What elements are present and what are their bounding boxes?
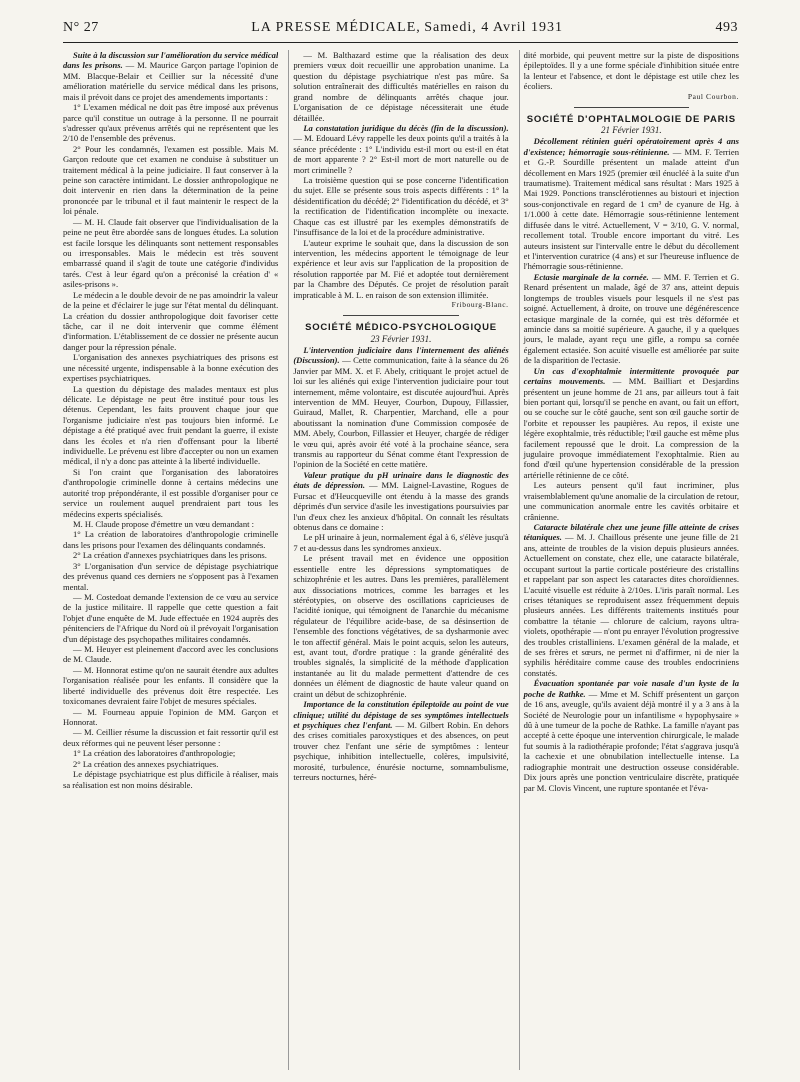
paragraph [63, 769, 278, 790]
paragraph [63, 50, 278, 102]
paragraph-text: — M. Honnorat estime qu'on ne saurait étendre aux adultes l'organisation réalisée pour les enfants. Il considère que la liberté individuelle des prévenus doit être respectée. Les toxicomanes devraient faire l'objet de mesures spéciales. [63, 664, 279, 707]
paragraph [63, 352, 278, 383]
article-title: Valeur pratique du pH urinaire dans le diagnostic des états de dépression. [293, 469, 509, 491]
paragraph-text: 3° L'organisation d'un service de dépistage psychiatrique des prévenus quand ces derniers ne s'opposent pas à l'examen mental. [63, 560, 279, 592]
paragraph [63, 102, 278, 144]
paragraph-text: La question du dépistage des malades mentaux est plus délicate. Le dépistage ne peut être institué pour tous les détenus. Cependant, les faits prouvent chaque jour que l'organisme judiciaire n'est pas toujours bien informé. Le dépistage a été pratiqué avec fruit pendant la guerre, il existe dans les écoles et n'a rien d'offensant pour la liberté individuelle. Le prévenu est libre d'accepter ou non un examen médical, il n'y a donc pas atteinte à la liberté individuelle. [63, 383, 279, 467]
paragraph-text: — MM. F. Terrien et G. Renard présentent un malade, âgé de 37 ans, atteint depuis longtemps de troubles visuels pour lesquels il ne s'est pas soigné. Actuellement, à droite, on trouve une dégénérescence ectasique marginale de la cornée, qui est très déformée et amincie dans sa moitié supérieure. A gauche, il y a quelques jours, le malade, ayant reçu une gifle, a rompu sa cornée également ectasiée. Son acuité visuelle est améliorée par suite de la disparition de l'ectasie. [523, 271, 739, 366]
issue-date: Samedi, 4 Avril 1931 [424, 20, 563, 35]
paragraph [63, 561, 278, 592]
paragraph-text: Le médecin a le double devoir de ne pas amoindrir la valeur de la peine et d'éclairer le juge sur l'état mental du délinquant. La création du dossier anthropologique doit favoriser cette tâche, car il ne doit intervenir que comme élément d'information. L'établissement de ce dossier ne présente aucun danger pour la répression pénale. [63, 289, 279, 352]
paragraph [293, 50, 508, 123]
text-columns [63, 50, 739, 1070]
section-rule [343, 315, 458, 316]
paragraph [63, 748, 278, 758]
paragraph [63, 467, 278, 519]
paragraph-text: 2° La création des annexes psychiatriques. [73, 758, 219, 769]
column-1 [63, 50, 278, 1070]
paragraph-text: — M. J. Chaillous présente une jeune fille de 21 ans, atteinte de troubles de la vision depuis plusieurs années. Actuellement on constate, chez elle, une cataracte bilatérale, occupant surtout la partie corticale postérieure des cristallins et rappelant par son aspect les cataractes dites choroïdiennes. L'acuité visuelle est réduite à 2/10es. L'iris paraît normal. Les crises tétaniques se reproduisent assez fréquemment depuis plusieurs années. Les différents traitements institués pour combattre la tétanie — chlorure de calcium, rayons ultra-violets, opothérapie — n'ont pu enrayer l'évolution progressive des troubles cristalliniens. L'examen général de la malade, et de ses frères et sœurs, ne permet ni d'affirmer, ni de nier la syphilis héréditaire comme cause des troubles endocriniens constatés. [523, 532, 739, 678]
paragraph-text: dité morbide, qui peuvent mettre sur la piste de dispositions épileptoïdes. Il y a une forme spéciale d'inhibition située entre la lenteur et l'absence, et dont le dépistage est utile chez les écoliers. [523, 50, 739, 92]
paragraph-text: 1° L'examen médical ne doit pas être imposé aux prévenus parce qu'il constitue un outrage à la personne. Il ne pourrait s'adresser qu'aux prévenus arrêtés qui ne représentent que les 2/10 de l'ensemble des prévenus. [63, 102, 279, 144]
paragraph-text: Le dépistage psychiatrique est plus difficile à réaliser, mais sa réalisation est non moins désirable. [63, 769, 279, 790]
author-signature: Fribourg-Blanc. [451, 300, 509, 310]
paragraph-text: L'auteur exprime le souhait que, dans la discussion de son intervention, les médecins apportent le témoignage de leur expérience et leur avis sur l'application de la proposition de résolution rapportée par M. Fié et adoptée tout dernièrement par la Chambre des Députés. Ce projet de résolution paraît impraticable à M. L. en raison de son extension illimitée. [293, 237, 509, 300]
paragraph-text: La troisième question qui se pose concerne l'identification du sujet. Elle se présente sous trois aspects différents : 1° la désidentification du décédé; 2° l'identification du décédé, et 3° la rectification de l'identification incomplète ou inexacte. Chaque cas est illustré par les exemples démonstratifs de l'insuffisance de la loi et de la procédure administrative. [293, 175, 509, 238]
paragraph-text: — M. Maurice Garçon partage l'opinion de MM. Blacque-Belair et Ceillier sur la nécessité d'une amélioration matérielle du service médical dans les prisons, mais il prévoit dans ce projet des amendements importants : [63, 60, 279, 102]
paragraph [293, 470, 508, 533]
paragraph-text: — MM. Laignel-Lavastine, Rogues de Fursac et d'Heucqueville ont étendu à la masse des grands déprimés d'un service d'asile les investigations poursuivies par l'un d'eux chez les anxieux d'hôpital. On connaît les résultats obtenus dans ce domaine : [293, 480, 509, 532]
society-heading: SOCIÉTÉ D'OPHTALMOLOGIE DE PARIS [526, 113, 736, 125]
article-title: La constatation juridique du décès (fin de la discussion). [303, 122, 509, 133]
paragraph-text: — M. Fourneau appuie l'opinion de MM. Garçon et Honnorat. [63, 706, 279, 727]
paragraph [524, 272, 739, 366]
paragraph [63, 644, 278, 665]
paragraph-text: M. H. Claude propose d'émettre un vœu demandant : [73, 518, 254, 529]
paragraph [293, 175, 508, 238]
society-heading: SOCIÉTÉ MÉDICO-PSYCHOLOGIQUE [305, 322, 497, 334]
paragraph [63, 550, 278, 560]
paragraph-text: — M. Edouard Lévy rappelle les deux points qu'il a traités à la séance précédente : 1° L'individu est-il mort ou est-il en état de mort apparente ? 2° Est-il mort de mort naturelle ou de mort criminelle ? [293, 133, 509, 175]
society-date: 21 Février 1931. [600, 125, 662, 136]
paragraph [524, 678, 739, 793]
paragraph-text: — Cette communication, faite à la séance du 26 Janvier par MM. X. et F. Abely, critiquant le projet actuel de loi sur les aliénés qui exige l'intervention judiciaire pour tout internement, même volontaire, est discutée aujourd'hui. Après intervention de MM. Heuyer, Courbon, Dupouy, Fillassier, Guiraud, Mallet, R. Charpentier, Marchand, elle a pour aboutissant la nomination d'une Commission composée de MM. Abely, Courbon, Fillassier et Heuyer, chargée de rédiger le vœu qui, après avoir été voté à la prochaine séance, sera transmis au rapporteur du Sénat comme étant l'expression de l'opinion de la Société en cette matière. [293, 355, 509, 470]
article-title: Un cas d'exophtalmie intermittente provoquée par certains mouvements. [523, 365, 739, 387]
paragraph [63, 529, 278, 550]
journal-title: LA PRESSE MÉDICALE [251, 20, 417, 35]
paragraph [293, 532, 508, 553]
article-title: Évacuation spontanée par voie nasale d'un kyste de la poche de Rathke. [523, 678, 739, 699]
paragraph [63, 759, 278, 769]
paragraph-text: — M. Balthazard estime que la réalisation des deux premiers vœux doit recueillir une approbation unanime. La question du dépistage psychiatrique n'est pas mûre. Sa solution entraînerait des difficultés matérielles en raison du grand nombre de délinquants arrêtés chaque jour. L'organisation de ce dépistage nécessiterait une étude détaillée. [293, 50, 509, 123]
paragraph [524, 522, 739, 678]
column-3 [519, 50, 739, 1070]
paragraph-text: 1° La création de laboratoires d'anthropologie criminelle dans les prisons pour l'examen des délinquants condamnés. [63, 529, 279, 550]
paragraph-text: — M. Heuyer est pleinement d'accord avec les conclusions de M. Claude. [63, 644, 279, 665]
paragraph-text: — MM. Bailliart et Desjardins présentent un jeune homme de 21 ans, par ailleurs tout à fait bien portant qui, lorsqu'il se penche en avant, ou fait un effort, ou se couche sur le côté gauche, sent son œil gauche sortir de l'orbite et repousser les paupières. Au repos, il existe une légère exophtalmie, très réductible; l'œil gauche est même plus facilement repoussé que le droit. La compression de la jugulaire provoque immédiatement l'exophtalmie. Rien au fond d'œil qu'une hypertension considérable de la pression artérielle rétinienne de ce côté. [523, 376, 739, 480]
article-title: Cataracte bilatérale chez une jeune fille atteinte de crises tétaniques. [523, 521, 739, 543]
paragraph-text: 2° La création d'annexes psychiatriques dans les prisons. [73, 550, 267, 561]
paragraph [63, 665, 278, 707]
paragraph-text: L'organisation des annexes psychiatriques des prisons est une nécessité urgente, indispensable à la bonne exécution des expertises psychiatriques. [63, 352, 279, 384]
paragraph [63, 707, 278, 728]
paragraph [63, 217, 278, 290]
paragraph-text: — M. Ceillier résume la discussion et fait ressortir qu'il est deux réformes qui ne peuvent léser personne : [63, 727, 279, 748]
paragraph [63, 144, 278, 217]
paragraph [63, 384, 278, 467]
article-title: Ectasie marginale de la cornée. [533, 271, 649, 282]
paragraph-text: Si l'on craint que l'organisation des laboratoires d'anthropologie criminelle donne à certains médecins une autorité trop prépondérante, il est possible d'organiser pour ce service un roulement auquel prendraient part tous les médecins experts spécialisés. [63, 466, 279, 519]
article-title: L'intervention judiciaire dans l'internement des aliénés (Discussion). [293, 344, 509, 366]
column-2 [288, 50, 508, 1070]
article-title: Importance de la constitution épileptoïde au point de vue clinique; utilité du dépistage de ses symptômes intellectuels et psychiques chez l'enfant. [293, 699, 509, 730]
paragraph [293, 345, 508, 470]
paragraph [63, 727, 278, 748]
article-title: Décollement rétinien guéri opératoirement après 4 ans d'existence; hémorragie sous-rétinienne. [523, 136, 739, 157]
paragraph [63, 592, 278, 644]
paragraph-text: — MM. F. Terrien et G.-P. Sourdille présentent un malade atteint d'un décollement en Mars 1925 (premier œil énucléé à la suite d'un traumatisme). Traitement médical sans résultat : Mars 1925 à Mai 1929. Ponctions transclérotiennes au bistouri et injection sous-conjonctivale en regard de 1 cm³ de cyanure de Hg. à 1/1.000 à cette date. Hémorragie sous-rétinienne lentement diffusée dans le vitré. Actuellement, V = 3/10, G. V. normal, recollement total. Trouble encore important du vitré. Les auteurs insistent sur l'intervalle entre le début du décollement et l'intervention curatrice (4 ans) et sur l'heureuse influence de l'hémorragie sous-rétinienne. [523, 146, 739, 272]
paragraph [293, 699, 508, 782]
paragraph [63, 290, 278, 353]
paragraph [524, 50, 739, 92]
paragraph [293, 238, 508, 301]
paragraph-text: — M. Gilbert Robin. En dehors des crises comitiales paroxystiques et des absences, on peut trouver chez l'enfant une série de symptômes : lenteur psychique, inhibition intellectuelle, colères, impulsivité, morosité, turbulence, énurésie nocturne, somnambulisme, terreurs nocturnes, héré- [293, 720, 509, 783]
paragraph-text: — Mme et M. Schiff présentent un garçon de 16 ans, aveugle, qu'ils avaient déjà montré il y a 3 ans à la Société de Neurologie pour un infantilisme « hypophysaire » dû à une tumeur de la poche de Rathke. La famille n'ayant pas accepté à cette époque une intervention chirurgicale, le malade fut soumis à la radiothérapie profonde; l'état s'aggrava jusqu'à la cachexie et une obnubilation intellectuelle intense. La radiographie montrait une destruction osseuse considérable. Dix jours après une ponction ventriculaire discrète, pratiquée par M. Clovis Vincent, une rupture spontanée et l'éva- [523, 688, 739, 793]
section-rule [574, 107, 689, 108]
paragraph-text: 2° Pour les condamnés, l'examen est possible. Mais M. Garçon redoute que cet examen ne conduise à substituer un traitement médical à la peine judiciaire. Il faut conserver à la peine son caractère intimidant. Le dossier anthropologique ne doit intervenir en rien dans la détermination de la peine prononcée par le tribunal et il faut maintenir le respect de la loi pénale. [63, 143, 279, 217]
paragraph [524, 136, 739, 271]
society-date: 23 Février 1931. [370, 333, 432, 344]
author-signature: Paul Courbon. [687, 91, 739, 101]
paragraph [63, 519, 278, 529]
paragraph-text: Le pH urinaire à jeun, normalement égal à 6, s'élève jusqu'à 7 et au-dessus dans les syndromes anxieux. [293, 532, 509, 553]
issue-number: N° 27 [63, 20, 99, 35]
paragraph-text: 1° La création des laboratoires d'anthropologie; [73, 748, 236, 759]
paragraph-text: — M. Costedoat demande l'extension de ce vœu au service de la justice militaire. Il rappelle que cette question a fait l'objet d'une enquête de M. Jude effectuée en 1924 auprès des pénitenciers de l'Afrique du Nord où il prévoyait l'organisation d'un dépistage des psychopathes militaires condamnés. [63, 591, 279, 644]
paragraph-text: Le présent travail met en évidence une opposition essentielle entre les dépressions symptomatiques de schizophrénie et les autres. Dans les premières, parallèlement aux dissociations motrices, comme les barrages et les stéréotypies, on observe des oscillations capricieuses de l'acidité ionique, qui témoignent de l'anarchie du mécanisme régulateur de l'équilibre acide-base, de sa désinsertion de l'ensemble des fonctions végétatives, de sa dysharmonie avec le ton affectif général. Mais le point acquis, selon les auteurs, est, avant tout, d'ordre pratique : la grande généralité des troubles signalés, la simplicité de la méthode d'application instantanée au lit du malade permettent d'attendre de ces données un élément de diagnostic de haute valeur quand on craint un début de schizophrénie. [293, 553, 509, 699]
paragraph [524, 366, 739, 481]
page-header: N° 27 LA PRESSE MÉDICALE, Samedi, 4 Avril 1931 493 [63, 20, 738, 35]
paragraph-text: Les auteurs pensent qu'il faut incriminer, plus vraisemblablement qu'une anomalie de la circulation de retour, une communication anormale entre les cavités orbitaire et crânienne. [523, 480, 739, 522]
header-rule [63, 42, 738, 43]
paragraph [293, 123, 508, 175]
page-number: 493 [715, 20, 738, 35]
paragraph [293, 553, 508, 699]
article-title: Suite à la discussion sur l'amélioration du service médical dans les prisons. [63, 50, 279, 71]
paragraph [524, 480, 739, 522]
paragraph-text: — M. H. Claude fait observer que l'individualisation de la peine ne peut être abordée sans de longues études. La solution est facile lorsque les délinquants sont nettement responsables ou irresponsables. Mais le médecin est très souvent embarrassé quand il s'agit de toute une catégorie d'individus tarés. C'est à leur égard qu'on a préconisé la création d' « asiles-prisons ». [63, 216, 279, 290]
